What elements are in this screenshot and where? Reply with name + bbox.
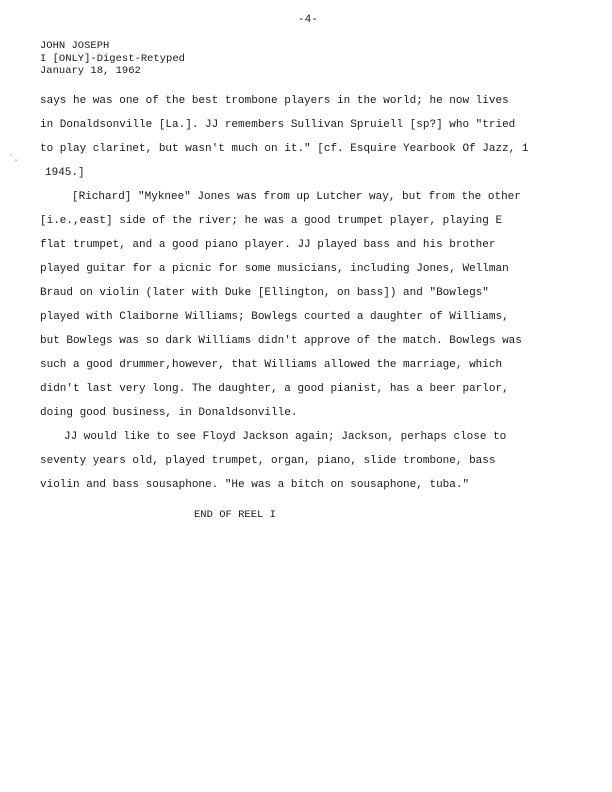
text-line: Braud on violin (later with Duke [Ellington, on bass]) and "Bowlegs": [40, 287, 489, 299]
text-line: 1945.]: [45, 167, 85, 179]
interview-date: January 18, 1962: [40, 65, 141, 77]
document-header: [40, 40, 185, 78]
text-line: to play clarinet, but wasn't much on it." [cf. Esquire Yearbook Of Jazz, 1: [40, 143, 529, 155]
text-line: [i.e.,east] side of the river; he was a good trumpet player, playing E: [40, 215, 503, 227]
text-line: such a good drummer,however, that Williams allowed the marriage, which: [40, 359, 503, 371]
text-line: says he was one of the best trombone players in the world; he now lives: [40, 95, 509, 107]
page-number: -4-: [298, 14, 318, 26]
text-line: in Donaldsonville [La.]. JJ remembers Sullivan Spruiell [sp?] who "tried: [40, 119, 516, 131]
text-line: seventy years old, played trumpet, organ, piano, slide trombone, bass: [40, 455, 496, 467]
text-line: violin and bass sousaphone. "He was a bitch on sousaphone, tuba.": [40, 479, 470, 491]
text-line: flat trumpet, and a good piano player. JJ played bass and his brother: [40, 239, 496, 251]
text-line: played guitar for a picnic for some musicians, including Jones, Wellman: [40, 263, 509, 275]
text-line: JJ would like to see Floyd Jackson again; Jackson, perhaps close to: [64, 431, 507, 443]
interviewee-name: JOHN JOSEPH: [40, 40, 110, 52]
text-line: didn't last very long. The daughter, a good pianist, has a beer parlor,: [40, 383, 509, 395]
text-line: but Bowlegs was so dark Williams didn't approve of the match. Bowlegs was: [40, 335, 522, 347]
reel-info: I [ONLY]-Digest-Retyped: [40, 52, 185, 65]
text-line: [Richard] "Myknee" Jones was from up Lutcher way, but from the other: [72, 191, 521, 203]
margin-mark: `.: [8, 154, 19, 164]
end-of-reel-note: END OF REEL I: [194, 509, 276, 521]
text-line: played with Claiborne Williams; Bowlegs courted a daughter of Williams,: [40, 311, 509, 323]
transcript-body: [40, 89, 600, 497]
text-line: doing good business, in Donaldsonville.: [40, 407, 298, 419]
